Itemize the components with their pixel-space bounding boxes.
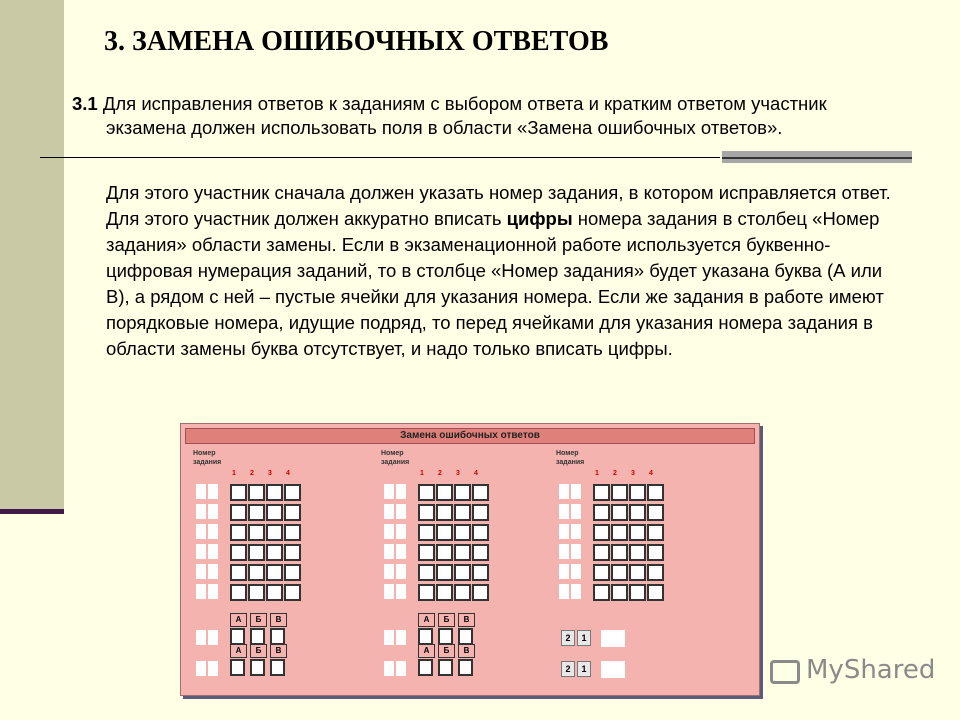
- answer-box: [611, 564, 628, 581]
- answer-box: [647, 564, 664, 581]
- letter-answer-box: [250, 659, 265, 676]
- watermark: [770, 655, 935, 685]
- letter-answer-box: [270, 628, 285, 645]
- answer-box: [629, 544, 646, 561]
- answer-box: [472, 544, 489, 561]
- slide-title: 3. ЗАМЕНА ОШИБОЧНЫХ ОТВЕТОВ: [104, 26, 609, 57]
- answer-number-cell: [196, 504, 206, 519]
- digit-label: 2: [613, 470, 617, 477]
- bottom-number-cell: [384, 661, 394, 676]
- answer-box: [647, 484, 664, 501]
- paragraph-3-1: [72, 92, 886, 140]
- column-label-number: Номер задания: [193, 450, 222, 466]
- answer-box: [593, 484, 610, 501]
- answer-box: [593, 524, 610, 541]
- answer-box: [454, 524, 471, 541]
- instructions-bold: цифры: [506, 208, 573, 229]
- answer-box: [248, 504, 265, 521]
- answer-number-cell: [559, 504, 569, 519]
- watermark-text: MyShared: [806, 655, 936, 685]
- answer-number-cell: [196, 544, 206, 559]
- answer-number-cell: [571, 584, 581, 599]
- letter-answer-box: [250, 628, 265, 645]
- answer-box: [472, 564, 489, 581]
- answer-number-cell: [571, 544, 581, 559]
- divider-line: [40, 157, 720, 158]
- letter-answer-box: [438, 659, 453, 676]
- answer-box: [611, 544, 628, 561]
- answer-box: [266, 504, 283, 521]
- letter-answer-box: [418, 628, 433, 645]
- paragraph-instructions: [106, 180, 896, 362]
- answer-box: [248, 484, 265, 501]
- letter-answer-box: [458, 659, 473, 676]
- letter-box: В: [270, 613, 287, 627]
- letter-box: А: [418, 613, 435, 627]
- letter-box: А: [230, 644, 247, 658]
- bottom-number-cell: [384, 630, 394, 645]
- answer-number-cell: [396, 484, 406, 499]
- letter-answer-box: [230, 659, 245, 676]
- digit-label: 2: [438, 470, 442, 477]
- answer-number-cell: [196, 564, 206, 579]
- answer-box: [454, 484, 471, 501]
- answer-box: [629, 524, 646, 541]
- letter-box: Б: [250, 613, 267, 627]
- digit-label: 3: [456, 470, 460, 477]
- answer-box: [248, 544, 265, 561]
- answer-number-cell: [396, 564, 406, 579]
- preprinted-number: 1: [577, 630, 591, 646]
- answer-box: [629, 584, 646, 601]
- answer-number-cell: [384, 524, 394, 539]
- instructions-part-a: Для этого участник сначала должен указать номер задания, в котором исправляется ответ. Для этого участник должен аккуратно вписать: [106, 182, 891, 229]
- letter-answer-box: [458, 628, 473, 645]
- answer-number-cell: [196, 584, 206, 599]
- bottom-number-cell: [196, 630, 206, 645]
- answer-box: [266, 524, 283, 541]
- answer-box: [248, 564, 265, 581]
- letter-answer-box: [438, 628, 453, 645]
- answer-box: [647, 544, 664, 561]
- answer-box: [230, 564, 247, 581]
- answer-box: [436, 584, 453, 601]
- answer-number-cell: [208, 524, 218, 539]
- answer-number-cell: [196, 524, 206, 539]
- digit-label: 1: [420, 470, 424, 477]
- answer-number-cell: [208, 484, 218, 499]
- answer-box: [454, 544, 471, 561]
- answer-box: [230, 524, 247, 541]
- answer-box: [248, 584, 265, 601]
- answer-box: [611, 524, 628, 541]
- answer-box: [418, 544, 435, 561]
- answer-box: [266, 564, 283, 581]
- answer-box: [593, 564, 610, 581]
- answer-box: [611, 504, 628, 521]
- digit-label: 2: [250, 470, 254, 477]
- answer-box: [284, 504, 301, 521]
- answer-box: [230, 544, 247, 561]
- answer-number-cell: [571, 564, 581, 579]
- letter-box: А: [230, 613, 247, 627]
- digit-label: 1: [595, 470, 599, 477]
- bottom-number-cell: [208, 661, 218, 676]
- digit-label: 1: [232, 470, 236, 477]
- replacement-form-image: [180, 423, 760, 696]
- answer-box: [248, 524, 265, 541]
- answer-box: [647, 524, 664, 541]
- letter-box: В: [458, 613, 475, 627]
- bottom-number-cell: [396, 661, 406, 676]
- answer-box: [436, 504, 453, 521]
- answer-box: [284, 584, 301, 601]
- paragraph-number: 3.1: [72, 93, 98, 114]
- digit-label: 3: [631, 470, 635, 477]
- divider-accent-dark: [722, 157, 912, 159]
- answer-number-cell: [384, 564, 394, 579]
- answer-box: [454, 584, 471, 601]
- letter-box: Б: [438, 644, 455, 658]
- left-accent-bar: [0, 0, 64, 510]
- answer-box: [593, 584, 610, 601]
- answer-box: [284, 524, 301, 541]
- preprinted-number: 2: [561, 630, 575, 646]
- answer-box: [418, 484, 435, 501]
- answer-number-cell: [571, 504, 581, 519]
- answer-box: [418, 564, 435, 581]
- answer-number-cell: [384, 484, 394, 499]
- answer-number-cell: [396, 584, 406, 599]
- bottom-number-cell: [396, 630, 406, 645]
- letter-box: А: [418, 644, 435, 658]
- answer-box: [629, 504, 646, 521]
- answer-box: [418, 504, 435, 521]
- answer-box: [593, 504, 610, 521]
- digit-label: 4: [286, 470, 290, 477]
- answer-number-cell: [196, 484, 206, 499]
- bottom-number-cell: [196, 661, 206, 676]
- instructions-part-b: номера задания в столбец «Номер задания» области замены. Если в экзаменационной работе используется буквенно-цифровая нумерация заданий, то в столбце «Номер задания» будет указана буква (А или В), а рядом с ней – пустые ячейки для указания номера. Если же задания в работе имеют порядковые номера, идущие подряд, то перед ячейками для указания номера задания в области замены буква отсутствует, и надо только вписать цифры.: [106, 208, 884, 359]
- column-label-number: Номер задания: [556, 450, 585, 466]
- answer-number-cell: [559, 544, 569, 559]
- answer-box: [266, 584, 283, 601]
- letter-box: Б: [250, 644, 267, 658]
- answer-number-cell: [571, 484, 581, 499]
- letter-answer-box: [270, 659, 285, 676]
- bottom-number-cell: [208, 630, 218, 645]
- answer-number-cell: [384, 544, 394, 559]
- answer-number-cell: [208, 544, 218, 559]
- answer-box: [454, 564, 471, 581]
- answer-box: [418, 584, 435, 601]
- answer-number-cell: [396, 524, 406, 539]
- form-header: Замена ошибочных ответов: [185, 428, 755, 444]
- paragraph-3-1-text: Для исправления ответов к заданиям с выбором ответа и кратким ответом участник экзамена должен использовать поля в области «Замена ошибочных ответов».: [97, 93, 827, 138]
- answer-box: [230, 484, 247, 501]
- bottom-number-cell: [601, 630, 625, 647]
- answer-box: [284, 564, 301, 581]
- preprinted-number: 2: [561, 661, 575, 677]
- answer-box: [436, 544, 453, 561]
- answer-box: [418, 524, 435, 541]
- letter-answer-box: [230, 628, 245, 645]
- answer-number-cell: [559, 524, 569, 539]
- answer-box: [472, 484, 489, 501]
- answer-number-cell: [571, 524, 581, 539]
- answer-box: [284, 544, 301, 561]
- answer-box: [472, 504, 489, 521]
- digit-label: 4: [649, 470, 653, 477]
- answer-box: [472, 584, 489, 601]
- answer-number-cell: [384, 504, 394, 519]
- answer-number-cell: [208, 584, 218, 599]
- answer-number-cell: [396, 504, 406, 519]
- answer-box: [436, 484, 453, 501]
- answer-box: [266, 484, 283, 501]
- answer-box: [230, 584, 247, 601]
- letter-answer-box: [418, 659, 433, 676]
- answer-box: [454, 504, 471, 521]
- answer-number-cell: [559, 564, 569, 579]
- answer-box: [629, 484, 646, 501]
- answer-box: [436, 564, 453, 581]
- bottom-number-cell: [601, 661, 625, 678]
- answer-number-cell: [559, 584, 569, 599]
- answer-box: [593, 544, 610, 561]
- answer-box: [611, 584, 628, 601]
- answer-number-cell: [559, 484, 569, 499]
- letter-box: В: [270, 644, 287, 658]
- preprinted-number: 1: [577, 661, 591, 677]
- answer-number-cell: [384, 584, 394, 599]
- answer-number-cell: [208, 504, 218, 519]
- answer-box: [230, 504, 247, 521]
- answer-number-cell: [396, 544, 406, 559]
- answer-box: [629, 564, 646, 581]
- digit-label: 4: [474, 470, 478, 477]
- answer-box: [284, 484, 301, 501]
- column-label-number: Номер задания: [381, 450, 410, 466]
- digit-label: 3: [268, 470, 272, 477]
- answer-box: [611, 484, 628, 501]
- answer-box: [647, 584, 664, 601]
- left-accent-base: [0, 509, 64, 514]
- answer-number-cell: [208, 564, 218, 579]
- answer-box: [472, 524, 489, 541]
- answer-box: [266, 544, 283, 561]
- answer-box: [436, 524, 453, 541]
- letter-box: Б: [438, 613, 455, 627]
- answer-box: [647, 504, 664, 521]
- letter-box: В: [458, 644, 475, 658]
